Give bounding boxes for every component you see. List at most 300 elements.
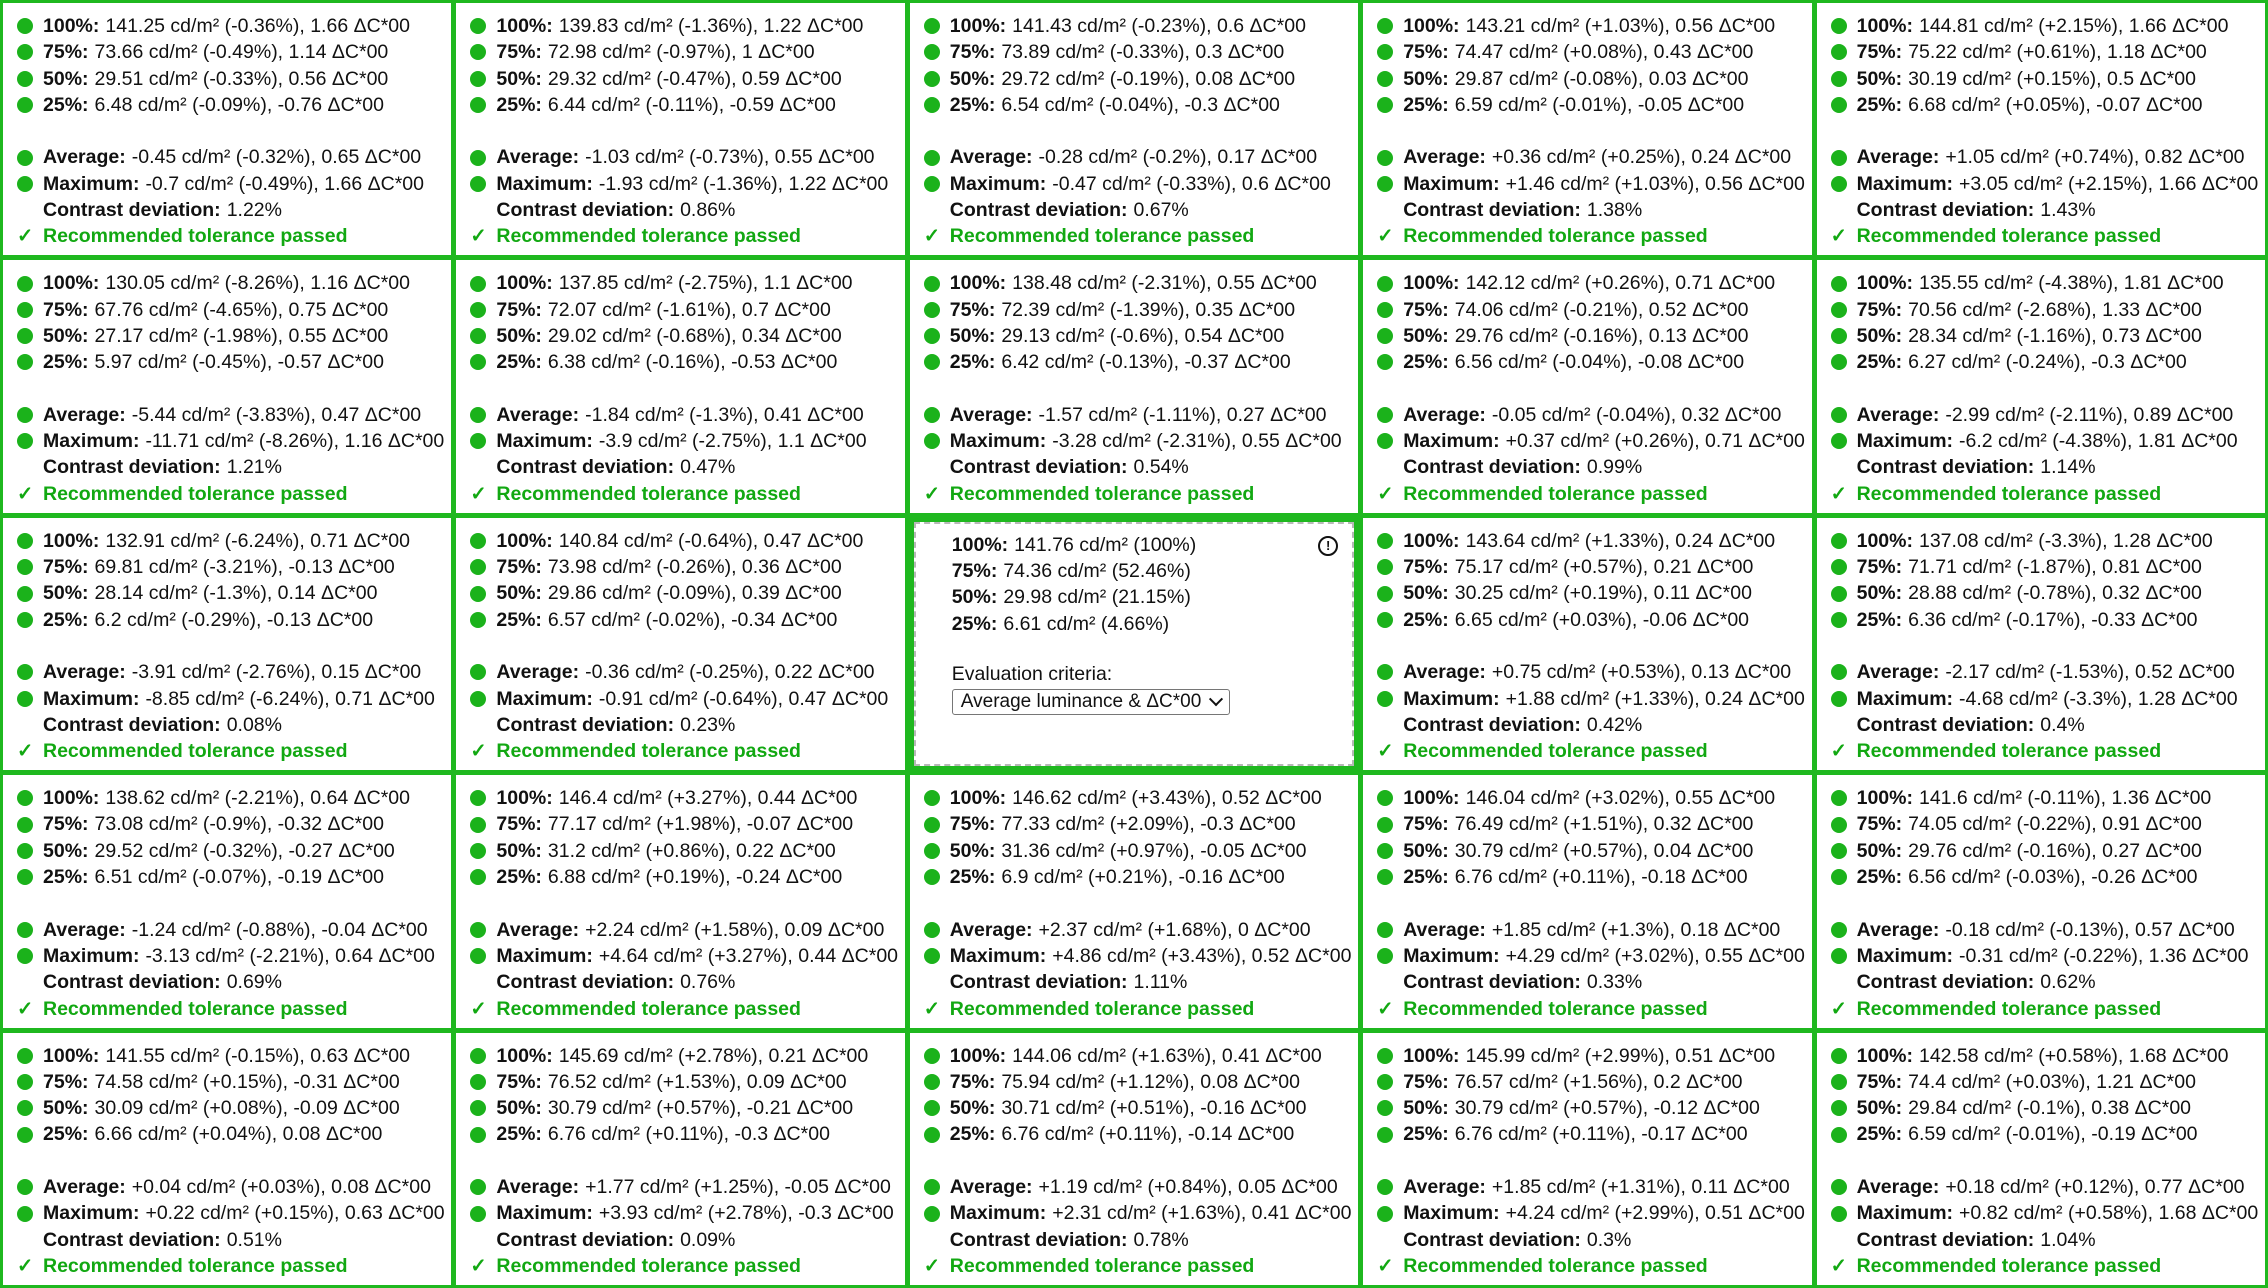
status-dot-icon: [924, 44, 940, 60]
level-label: 100%:: [496, 272, 553, 295]
level-label: 75%:: [949, 298, 996, 321]
level-p50-row: [1377, 66, 1803, 92]
maximum-value: -6.2 cd/m² (-4.38%), 1.81 ΔC*00: [1959, 430, 2238, 453]
level-p50-row: [1831, 1095, 2257, 1121]
spacer: [1377, 1148, 1803, 1174]
level-p25-row: [470, 1121, 896, 1147]
status-dot-icon: [470, 18, 486, 34]
status-dot-icon: [1377, 586, 1393, 602]
status-dot-icon: [1377, 71, 1393, 87]
level-label: 100%:: [949, 272, 1007, 295]
tolerance-status: [1831, 223, 2257, 249]
spacer: [470, 633, 896, 659]
maximum-label: Maximum:: [43, 1202, 140, 1225]
level-p50-row: [17, 1095, 443, 1121]
status-dot-icon: [17, 843, 33, 859]
level-value: 28.14 cd/m² (-1.3%), 0.14 ΔC*00: [94, 582, 378, 605]
level-value: 71.71 cd/m² (-1.87%), 0.81 ΔC*00: [1908, 556, 2202, 579]
status-dot-icon: [1831, 691, 1847, 707]
level-p100-row: [17, 528, 443, 554]
spacer: [1831, 118, 2257, 144]
reference-p100-row: [952, 532, 1344, 558]
status-dot-icon: [1831, 586, 1847, 602]
level-p75-row: [17, 1069, 443, 1095]
contrast-row: [1831, 712, 2257, 738]
status-dot-icon: [17, 302, 33, 318]
checkmark-icon: ✓: [1830, 997, 1847, 1020]
contrast-label: Contrast deviation:: [949, 199, 1128, 222]
maximum-value: -0.7 cd/m² (-0.49%), 1.66 ΔC*00: [145, 172, 424, 195]
contrast-value: 0.42%: [1586, 713, 1643, 736]
level-label: 100%:: [43, 1044, 100, 1067]
level-label: 25%:: [1856, 351, 1903, 374]
contrast-value: 0.86%: [680, 199, 736, 222]
level-p25-row: [924, 864, 1350, 890]
level-label: 25%:: [496, 93, 542, 116]
level-p75-row: [1377, 297, 1803, 323]
measurement-cell: [456, 260, 904, 512]
average-row: [17, 144, 443, 170]
status-dot-icon: [1831, 843, 1847, 859]
maximum-row: [470, 428, 896, 454]
status-dot-icon: [924, 1179, 940, 1195]
contrast-label: Contrast deviation:: [496, 713, 675, 736]
tolerance-passed-label: Recommended tolerance passed: [1856, 740, 2162, 763]
level-value: 6.88 cd/m² (+0.19%), -0.24 ΔC*00: [547, 866, 843, 889]
tolerance-status: [17, 1253, 443, 1279]
status-dot-icon: [924, 1100, 940, 1116]
maximum-value: -0.31 cd/m² (-0.22%), 1.36 ΔC*00: [1959, 944, 2249, 967]
level-value: 6.27 cd/m² (-0.24%), -0.3 ΔC*00: [1908, 351, 2187, 374]
tolerance-passed-label: Recommended tolerance passed: [496, 997, 801, 1020]
status-dot-icon: [924, 328, 940, 344]
status-dot-icon: [924, 1127, 940, 1143]
status-dot-icon: [470, 869, 486, 885]
maximum-row: [924, 1200, 1350, 1226]
level-value: 31.36 cd/m² (+0.97%), -0.05 ΔC*00: [1001, 839, 1307, 862]
status-dot-icon: [470, 922, 486, 938]
status-dot-icon: [470, 664, 486, 680]
contrast-label: Contrast deviation:: [496, 1228, 675, 1251]
contrast-row: [17, 197, 443, 223]
average-value: +2.37 cd/m² (+1.68%), 0 ΔC*00: [1038, 918, 1311, 941]
level-label: 50%:: [496, 324, 542, 347]
maximum-label: Maximum:: [1403, 172, 1500, 195]
maximum-label: Maximum:: [496, 1202, 593, 1225]
status-dot-icon: [17, 328, 33, 344]
maximum-row: [1831, 428, 2257, 454]
status-dot-icon: [1831, 817, 1847, 833]
tolerance-status: [924, 1253, 1350, 1279]
level-p75-row: [924, 1069, 1350, 1095]
level-label: 100%:: [1856, 787, 1913, 810]
spacer: [1831, 1148, 2257, 1174]
level-value: 6.54 cd/m² (-0.04%), -0.3 ΔC*00: [1001, 93, 1280, 116]
chevron-down-icon: [1209, 692, 1223, 706]
checkmark-icon: ✓: [1830, 1254, 1847, 1277]
status-dot-icon: [1831, 44, 1847, 60]
level-p25-row: [924, 1121, 1350, 1147]
level-label: 50%:: [1403, 839, 1449, 862]
info-icon[interactable]: !: [1318, 536, 1338, 556]
level-value: 6.66 cd/m² (+0.04%), 0.08 ΔC*00: [94, 1123, 383, 1146]
status-dot-icon: [1831, 18, 1847, 34]
status-dot-icon: [924, 948, 940, 964]
maximum-value: +2.31 cd/m² (+1.63%), 0.41 ΔC*00: [1052, 1202, 1352, 1225]
contrast-row: [17, 969, 443, 995]
average-value: +1.77 cd/m² (+1.25%), -0.05 ΔC*00: [585, 1176, 891, 1199]
average-label: Average:: [1856, 661, 1940, 684]
level-p25-row: [17, 92, 443, 118]
average-row: [470, 659, 896, 685]
contrast-value: 1.11%: [1133, 971, 1188, 994]
tolerance-status: [1831, 1253, 2257, 1279]
level-p75-row: [1377, 39, 1803, 65]
level-label: 50%:: [43, 839, 89, 862]
tolerance-passed-label: Recommended tolerance passed: [496, 1254, 801, 1277]
level-value: 143.64 cd/m² (+1.33%), 0.24 ΔC*00: [1465, 529, 1776, 552]
level-value: 135.55 cd/m² (-4.38%), 1.81 ΔC*00: [1918, 272, 2224, 295]
status-dot-icon: [17, 664, 33, 680]
level-label: 75%:: [951, 560, 998, 583]
average-label: Average:: [1403, 1176, 1486, 1199]
average-row: [17, 402, 443, 428]
status-dot-icon: [470, 817, 486, 833]
level-value: 138.48 cd/m² (-2.31%), 0.55 ΔC*00: [1012, 272, 1317, 295]
contrast-value: 0.4%: [2040, 713, 2085, 736]
spacer: [17, 376, 443, 402]
tolerance-passed-label: Recommended tolerance passed: [1856, 225, 2162, 248]
contrast-label: Contrast deviation:: [949, 1228, 1128, 1251]
status-dot-icon: [17, 948, 33, 964]
average-row: [924, 1174, 1350, 1200]
level-label: 25%:: [949, 93, 996, 116]
measurement-cell: [1817, 3, 2265, 255]
status-dot-icon: [1831, 612, 1847, 628]
tolerance-passed-label: Recommended tolerance passed: [496, 225, 801, 248]
maximum-row: [1377, 1200, 1803, 1226]
level-value: 6.36 cd/m² (-0.17%), -0.33 ΔC*00: [1908, 608, 2198, 631]
average-row: [1831, 402, 2257, 428]
level-p50-row: [924, 1095, 1350, 1121]
tolerance-status: [470, 1253, 896, 1279]
status-dot-icon: [1377, 1206, 1393, 1222]
level-value: 30.71 cd/m² (+0.51%), -0.16 ΔC*00: [1001, 1097, 1307, 1120]
level-p75-row: [1831, 297, 2257, 323]
average-value: +1.05 cd/m² (+0.74%), 0.82 ΔC*00: [1945, 146, 2245, 169]
status-dot-icon: [470, 71, 486, 87]
contrast-row: [924, 454, 1350, 480]
status-dot-icon: [924, 150, 940, 166]
status-dot-icon: [1831, 948, 1847, 964]
level-value: 138.62 cd/m² (-2.21%), 0.64 ΔC*00: [105, 787, 410, 810]
status-dot-icon: [1831, 71, 1847, 87]
level-label: 25%:: [1856, 608, 1903, 631]
checkmark-icon: ✓: [470, 1254, 487, 1277]
maximum-value: +3.05 cd/m² (+2.15%), 1.66 ΔC*00: [1959, 172, 2259, 195]
status-dot-icon: [470, 533, 486, 549]
level-p75-row: [470, 554, 896, 580]
level-label: 75%:: [496, 1070, 542, 1093]
level-p25-row: [1377, 864, 1803, 890]
average-value: -1.24 cd/m² (-0.88%), -0.04 ΔC*00: [131, 918, 428, 941]
level-p50-row: [17, 323, 443, 349]
level-p25-row: [1831, 607, 2257, 633]
maximum-value: +4.24 cd/m² (+2.99%), 0.51 ΔC*00: [1505, 1202, 1805, 1225]
level-label: 50%:: [1856, 1097, 1903, 1120]
status-dot-icon: [1831, 533, 1847, 549]
level-label: 75%:: [1403, 298, 1449, 321]
average-value: -2.17 cd/m² (-1.53%), 0.52 ΔC*00: [1945, 661, 2235, 684]
average-label: Average:: [1403, 403, 1486, 426]
average-label: Average:: [43, 1176, 126, 1199]
level-label: 50%:: [496, 67, 542, 90]
measurement-cell: [1363, 1033, 1811, 1285]
status-dot-icon: [470, 44, 486, 60]
level-p50-row: [1831, 66, 2257, 92]
checkmark-icon: ✓: [17, 225, 34, 248]
spacer: [924, 376, 1350, 402]
reference-p50-row: [952, 584, 1344, 610]
contrast-row: [1831, 1227, 2257, 1253]
level-value: 77.33 cd/m² (+2.09%), -0.3 ΔC*00: [1001, 813, 1296, 836]
level-p75-row: [17, 811, 443, 837]
average-row: [17, 659, 443, 685]
contrast-value: 0.51%: [226, 1228, 282, 1251]
level-label: 100%:: [1403, 1044, 1460, 1067]
status-dot-icon: [1831, 328, 1847, 344]
level-p50-row: [1831, 580, 2257, 606]
contrast-value: 1.22%: [226, 199, 282, 222]
level-label: 75%:: [949, 1070, 996, 1093]
level-p75-row: [17, 297, 443, 323]
status-dot-icon: [470, 1179, 486, 1195]
status-dot-icon: [924, 97, 940, 113]
level-p100-row: [17, 785, 443, 811]
average-label: Average:: [43, 403, 126, 426]
level-label: 75%:: [1856, 1070, 1903, 1093]
measurement-cell: [910, 260, 1358, 512]
status-dot-icon: [1377, 843, 1393, 859]
status-dot-icon: [17, 150, 33, 166]
level-value: 76.57 cd/m² (+1.56%), 0.2 ΔC*00: [1454, 1070, 1743, 1093]
level-p25-row: [1377, 349, 1803, 375]
reference-p75-row: [952, 558, 1344, 584]
average-label: Average:: [1403, 661, 1486, 684]
level-label: 100%:: [1856, 529, 1913, 552]
spacer: [17, 890, 443, 916]
status-dot-icon: [924, 276, 940, 292]
contrast-value: 1.04%: [2040, 1228, 2096, 1251]
status-dot-icon: [1377, 691, 1393, 707]
status-dot-icon: [470, 948, 486, 964]
status-dot-icon: [1831, 1048, 1847, 1064]
status-dot-icon: [1831, 97, 1847, 113]
spacer: [1831, 633, 2257, 659]
average-value: -1.57 cd/m² (-1.11%), 0.27 ΔC*00: [1038, 403, 1327, 426]
measurement-cell: [1363, 518, 1811, 770]
status-dot-icon: [470, 328, 486, 344]
reference-p25-row: [952, 611, 1344, 637]
maximum-value: -3.13 cd/m² (-2.21%), 0.64 ΔC*00: [145, 944, 435, 967]
level-value: 73.66 cd/m² (-0.49%), 1.14 ΔC*00: [94, 41, 389, 64]
level-p100-row: [924, 1043, 1350, 1069]
tolerance-passed-label: Recommended tolerance passed: [1403, 997, 1708, 1020]
average-row: [1377, 1174, 1803, 1200]
level-value: 73.08 cd/m² (-0.9%), -0.32 ΔC*00: [94, 813, 384, 836]
tolerance-passed-label: Recommended tolerance passed: [1856, 997, 2162, 1020]
average-value: +0.36 cd/m² (+0.25%), 0.24 ΔC*00: [1491, 146, 1792, 169]
level-value: 30.79 cd/m² (+0.57%), -0.12 ΔC*00: [1454, 1097, 1760, 1120]
status-dot-icon: [17, 586, 33, 602]
status-dot-icon: [470, 843, 486, 859]
checkmark-icon: ✓: [1830, 740, 1847, 763]
checkmark-icon: ✓: [1377, 225, 1394, 248]
contrast-label: Contrast deviation:: [43, 713, 221, 736]
level-value: 29.76 cd/m² (-0.16%), 0.13 ΔC*00: [1454, 324, 1749, 347]
level-value: 30.09 cd/m² (+0.08%), -0.09 ΔC*00: [94, 1097, 400, 1120]
level-label: 100%:: [1856, 1044, 1913, 1067]
level-value: 74.58 cd/m² (+0.15%), -0.31 ΔC*00: [94, 1070, 400, 1093]
average-row: [1377, 659, 1803, 685]
level-p50-row: [470, 323, 896, 349]
level-p25-row: [470, 349, 896, 375]
status-dot-icon: [470, 407, 486, 423]
contrast-label: Contrast deviation:: [1403, 456, 1581, 479]
level-label: 50%:: [1856, 324, 1903, 347]
level-label: 100%:: [1403, 272, 1460, 295]
level-p100-row: [924, 785, 1350, 811]
maximum-row: [470, 171, 896, 197]
maximum-row: [1377, 428, 1803, 454]
measurement-cell: [1817, 775, 2265, 1027]
level-value: 130.05 cd/m² (-8.26%), 1.16 ΔC*00: [105, 272, 410, 295]
level-value: 6.76 cd/m² (+0.11%), -0.3 ΔC*00: [547, 1123, 830, 1146]
average-value: -0.45 cd/m² (-0.32%), 0.65 ΔC*00: [131, 146, 422, 169]
checkmark-icon: ✓: [1377, 997, 1394, 1020]
contrast-row: [17, 712, 443, 738]
contrast-label: Contrast deviation:: [1856, 199, 2035, 222]
tolerance-status: [470, 481, 896, 507]
measurement-cell: [1817, 518, 2265, 770]
contrast-label: Contrast deviation:: [43, 199, 221, 222]
level-label: 75%:: [43, 1070, 89, 1093]
spacer: [17, 633, 443, 659]
level-label: 100%:: [496, 1044, 553, 1067]
spacer: [924, 118, 1350, 144]
average-label: Average:: [949, 403, 1033, 426]
level-value: 29.76 cd/m² (-0.16%), 0.27 ΔC*00: [1908, 839, 2202, 862]
level-value: 27.17 cd/m² (-1.98%), 0.55 ΔC*00: [94, 324, 389, 347]
level-value: 141.76 cd/m² (100%): [1014, 533, 1197, 556]
contrast-row: [1377, 197, 1803, 223]
level-value: 6.59 cd/m² (-0.01%), -0.05 ΔC*00: [1454, 93, 1745, 116]
status-dot-icon: [1831, 354, 1847, 370]
maximum-row: [924, 428, 1350, 454]
status-dot-icon: [1377, 869, 1393, 885]
contrast-row: [1377, 712, 1803, 738]
maximum-label: Maximum:: [1403, 1202, 1500, 1225]
maximum-label: Maximum:: [949, 430, 1047, 453]
status-dot-icon: [17, 1179, 33, 1195]
level-p25-row: [1831, 92, 2257, 118]
level-label: 75%:: [1403, 813, 1449, 836]
level-label: 100%:: [43, 787, 100, 810]
contrast-value: 1.14%: [2040, 456, 2096, 479]
level-label: 25%:: [43, 1123, 89, 1146]
level-label: 25%:: [1403, 351, 1449, 374]
status-dot-icon: [1831, 1127, 1847, 1143]
level-label: 100%:: [949, 15, 1007, 37]
status-dot-icon: [1377, 328, 1393, 344]
status-dot-icon: [17, 433, 33, 449]
level-p75-row: [1831, 811, 2257, 837]
status-dot-icon: [17, 691, 33, 707]
contrast-value: 0.09%: [680, 1228, 736, 1251]
status-dot-icon: [1377, 1127, 1393, 1143]
level-value: 137.08 cd/m² (-3.3%), 1.28 ΔC*00: [1918, 529, 2213, 552]
contrast-value: 0.67%: [1133, 199, 1189, 222]
maximum-value: +0.82 cd/m² (+0.58%), 1.68 ΔC*00: [1959, 1202, 2259, 1225]
level-p100-row: [470, 785, 896, 811]
status-dot-icon: [1377, 97, 1393, 113]
tolerance-status: [17, 223, 443, 249]
contrast-row: [1377, 1227, 1803, 1253]
checkmark-icon: ✓: [1377, 482, 1394, 505]
average-value: -0.05 cd/m² (-0.04%), 0.32 ΔC*00: [1491, 403, 1782, 426]
level-value: 28.88 cd/m² (-0.78%), 0.32 ΔC*00: [1908, 582, 2202, 605]
spacer: [1377, 376, 1803, 402]
level-value: 132.91 cd/m² (-6.24%), 0.71 ΔC*00: [105, 529, 410, 552]
average-row: [924, 917, 1350, 943]
maximum-value: -3.9 cd/m² (-2.75%), 1.1 ΔC*00: [598, 430, 867, 453]
status-dot-icon: [470, 354, 486, 370]
level-p75-row: [924, 811, 1350, 837]
level-p100-row: [1377, 1043, 1803, 1069]
level-p100-row: [1831, 785, 2257, 811]
level-p25-row: [1831, 1121, 2257, 1147]
maximum-row: [1831, 1200, 2257, 1226]
contrast-value: 0.62%: [2040, 971, 2096, 994]
checkmark-icon: ✓: [1830, 482, 1847, 505]
checkmark-icon: ✓: [17, 997, 34, 1020]
level-label: 25%:: [43, 608, 89, 631]
level-p75-row: [1831, 554, 2257, 580]
spacer: [1377, 633, 1803, 659]
tolerance-passed-label: Recommended tolerance passed: [949, 1254, 1255, 1277]
status-dot-icon: [1831, 1206, 1847, 1222]
status-dot-icon: [1831, 790, 1847, 806]
tolerance-status: [924, 481, 1350, 507]
level-p75-row: [470, 811, 896, 837]
level-p100-row: [17, 1043, 443, 1069]
status-dot-icon: [924, 790, 940, 806]
level-p50-row: [1377, 838, 1803, 864]
contrast-label: Contrast deviation:: [949, 971, 1128, 994]
measurement-cell: [910, 775, 1358, 1027]
criteria-select[interactable]: [952, 689, 1230, 715]
level-p50-row: [1831, 838, 2257, 864]
level-p25-row: [1831, 864, 2257, 890]
level-p50-row: [924, 838, 1350, 864]
measurement-cell: [456, 1033, 904, 1285]
level-value: 6.56 cd/m² (-0.04%), -0.08 ΔC*00: [1454, 351, 1745, 374]
status-dot-icon: [924, 302, 940, 318]
level-value: 145.69 cd/m² (+2.78%), 0.21 ΔC*00: [558, 1044, 869, 1067]
level-p25-row: [470, 864, 896, 890]
tolerance-status: [17, 996, 443, 1022]
measurement-cell: [3, 518, 451, 770]
